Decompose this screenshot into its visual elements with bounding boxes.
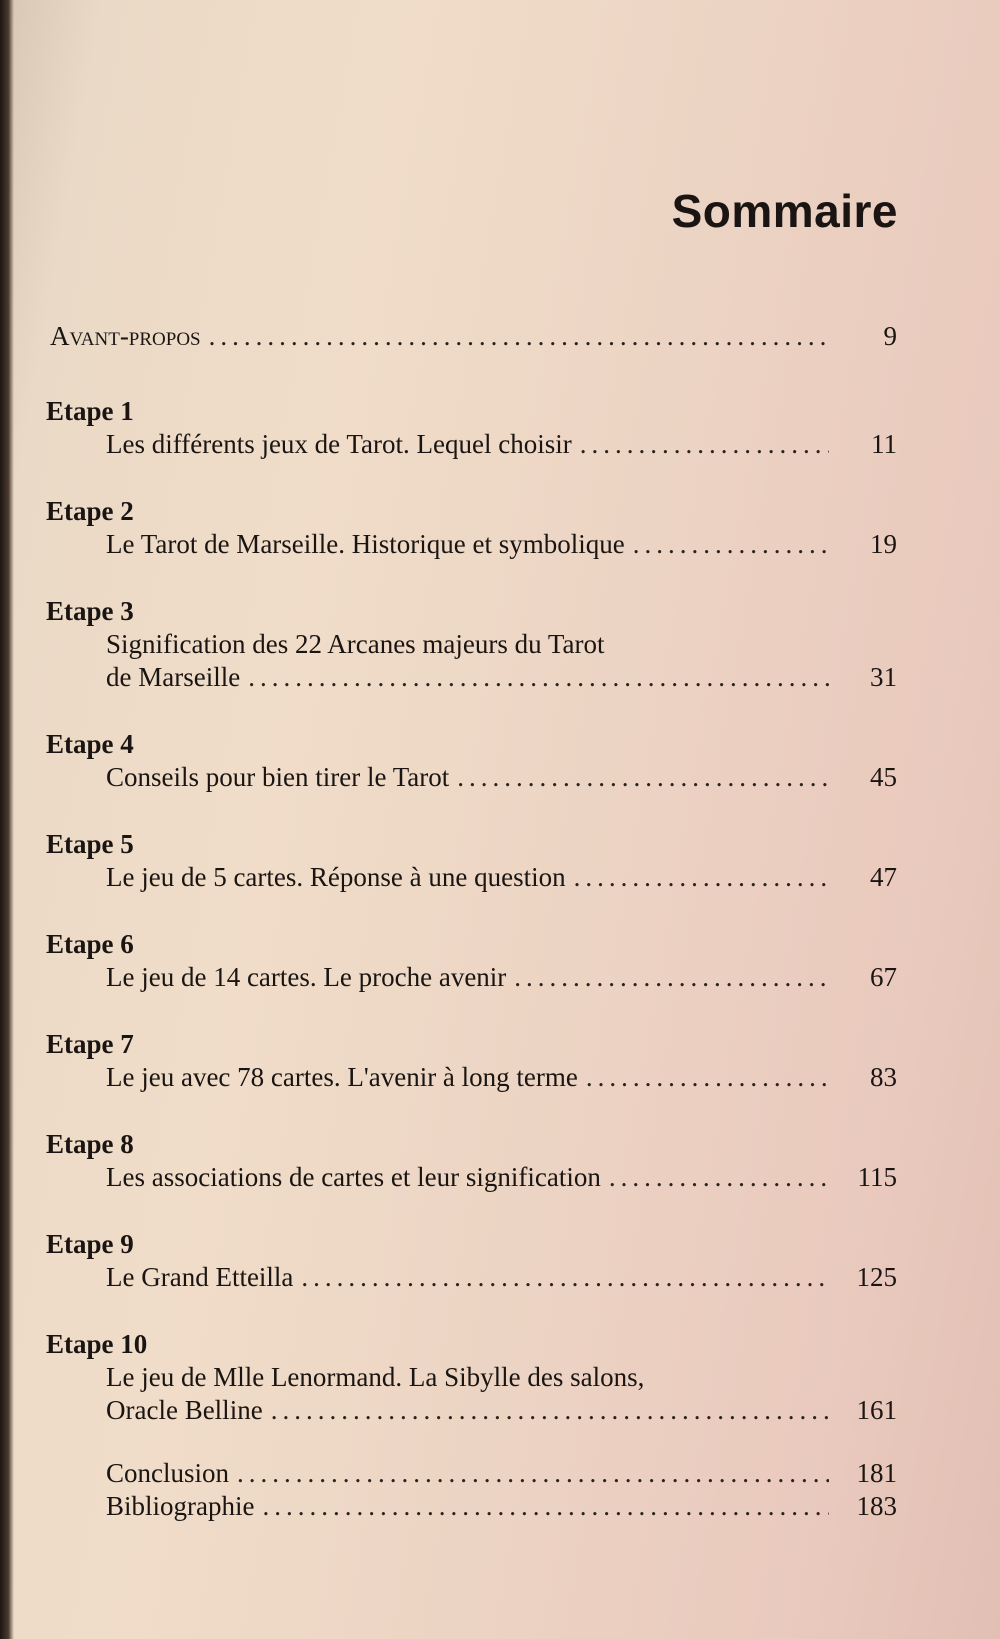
page-number: 181: [856, 1458, 897, 1488]
step-label: Etape 7: [46, 1029, 134, 1059]
entry-title-line: [46, 1261, 901, 1294]
toc-entry-avant-propos[interactable]: [46, 320, 901, 353]
page-number: 31: [870, 662, 897, 692]
toc-list: [46, 320, 901, 1523]
dot-leader: [609, 1161, 829, 1194]
toc-entry-etape-3[interactable]: [46, 595, 901, 694]
page-title: Sommaire: [671, 185, 898, 237]
entry-title: Conseils pour bien tirer le Tarot: [106, 762, 450, 792]
step-label: Etape 6: [46, 929, 134, 959]
page-number: 83: [870, 1062, 897, 1092]
dot-leader: [580, 428, 829, 461]
page-number: 47: [870, 862, 897, 892]
entry-title-continued: Oracle Belline: [106, 1395, 263, 1425]
page-number: 9: [883, 321, 897, 351]
step-label: Etape 2: [46, 496, 134, 526]
dot-leader: [248, 661, 829, 694]
toc-entry-bibliographie[interactable]: [46, 1490, 901, 1523]
entry-title-line: [46, 428, 901, 461]
toc-entry-etape-10[interactable]: [46, 1328, 901, 1427]
entry-title-line: [46, 1394, 901, 1427]
entry-title: Conclusion: [106, 1458, 230, 1488]
step-label: Etape 8: [46, 1129, 134, 1159]
step-label: Etape 5: [46, 829, 134, 859]
dot-leader: [457, 761, 829, 794]
step-label: Etape 3: [46, 596, 134, 626]
entry-title-line: [46, 1061, 901, 1094]
step-label: Etape 1: [46, 396, 134, 426]
avant-propos-label: Avant-propos: [50, 321, 201, 351]
page-number: 11: [871, 429, 897, 459]
step-label: Etape 4: [46, 729, 134, 759]
entry-title: Bibliographie: [106, 1491, 255, 1521]
entry-title: Le jeu avec 78 cartes. L'avenir à long terme: [106, 1062, 578, 1092]
entry-title-line: [46, 961, 901, 994]
page-number: 115: [857, 1162, 897, 1192]
dot-leader: [262, 1490, 829, 1523]
entry-title: Les associations de cartes et leur signification: [106, 1162, 601, 1192]
entry-title: Le jeu de Mlle Lenormand. La Sibylle des salons,: [106, 1362, 645, 1392]
dot-leader: [574, 861, 829, 894]
page-number: 19: [870, 529, 897, 559]
toc-entry-conclusion[interactable]: [46, 1457, 901, 1490]
dot-leader: [209, 320, 829, 353]
dot-leader: [237, 1457, 829, 1490]
entry-title-line: [46, 628, 901, 661]
entry-title: Le jeu de 5 cartes. Réponse à une question: [106, 862, 566, 892]
dot-leader: [586, 1061, 829, 1094]
toc-entry-etape-7[interactable]: [46, 1028, 901, 1094]
step-label: Etape 9: [46, 1229, 134, 1259]
dot-leader: [271, 1394, 829, 1427]
toc-entry-etape-4[interactable]: [46, 728, 901, 794]
page-number: 161: [856, 1395, 897, 1425]
entry-title-continued: de Marseille: [106, 662, 241, 692]
toc-entry-etape-1[interactable]: [46, 395, 901, 461]
toc-entry-etape-2[interactable]: [46, 495, 901, 561]
entry-title-line: [46, 1361, 901, 1394]
toc-entry-etape-6[interactable]: [46, 928, 901, 994]
entry-title-line: [46, 761, 901, 794]
entry-title: Signification des 22 Arcanes majeurs du Tarot: [106, 629, 605, 659]
page-number: 45: [870, 762, 897, 792]
dot-leader: [301, 1261, 829, 1294]
dot-leader: [633, 528, 829, 561]
page-number: 183: [856, 1491, 897, 1521]
dot-leader: [514, 961, 829, 994]
entry-title-line: [46, 661, 901, 694]
page-number: 67: [870, 962, 897, 992]
entry-title-line: [46, 861, 901, 894]
entry-title: Les différents jeux de Tarot. Lequel choisir: [106, 429, 572, 459]
toc-entry-etape-5[interactable]: [46, 828, 901, 894]
entry-title-line: [46, 528, 901, 561]
entry-title: Le jeu de 14 cartes. Le proche avenir: [106, 962, 507, 992]
entry-title-line: [46, 1161, 901, 1194]
toc-entry-etape-8[interactable]: [46, 1128, 901, 1194]
toc-entry-etape-9[interactable]: [46, 1228, 901, 1294]
page-number: 125: [856, 1262, 897, 1292]
entry-title: Le Grand Etteilla: [106, 1262, 294, 1292]
step-label: Etape 10: [46, 1329, 148, 1359]
entry-title: Le Tarot de Marseille. Historique et symbolique: [106, 529, 625, 559]
